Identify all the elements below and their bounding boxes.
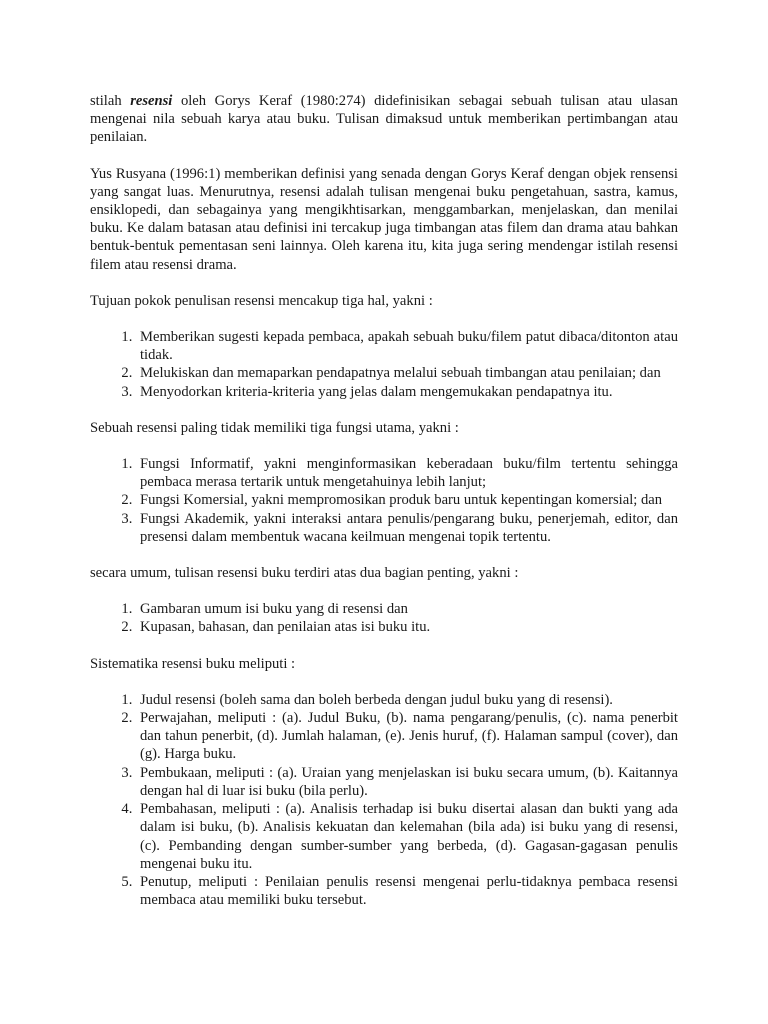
list-item: 3. Fungsi Akademik, yakni interaksi antara penulis/pengarang buku, penerjemah, editor, dan presensi dalam membentuk wacana keilmuan mengenai topik tertentu. (136, 510, 678, 546)
list-item: 1. Gambaran umum isi buku yang di resensi dan (136, 600, 678, 618)
list-item: 2. Perwajahan, meliputi : (a). Judul Buku, (b). nama pengarang/penulis, (c). nama penerbit dan tahun penerbit, (d). Jumlah halaman, (e). Jenis huruf, (f). Halaman sampul (cover), dan (g). Harga buku. (136, 709, 678, 764)
fungsi-heading: Sebuah resensi paling tidak memiliki tiga fungsi utama, yakni : (90, 419, 459, 436)
tujuan-list (90, 328, 678, 401)
intro-keyword: resensi (130, 93, 173, 109)
intro-rest: oleh Gorys Keraf (1980:274) didefinisikan sebagai sebuah tulisan atau ulasan mengenai nila sebuah karya atau buku. Tulisan dimaksud untuk memberikan pertimbangan atau penilaian. (90, 93, 678, 146)
document-page (90, 92, 678, 927)
fungsi-list (90, 455, 678, 546)
list-item: 2. Fungsi Komersial, yakni mempromosikan produk baru untuk kepentingan komersial; dan (136, 491, 678, 509)
list-item: 2. Kupasan, bahasan, dan penilaian atas isi buku itu. (136, 618, 678, 636)
list-item: 1. Memberikan sugesti kepada pembaca, apakah sebuah buku/filem patut dibaca/ditonton atau tidak. (136, 328, 678, 364)
list-item: 3. Pembukaan, meliputi : (a). Uraian yang menjelaskan isi buku secara umum, (b). Kaitannya dengan hal di luar isi buku (bila perlu). (136, 764, 678, 800)
list-item: 1. Judul resensi (boleh sama dan boleh berbeda dengan judul buku yang di resensi). (136, 691, 678, 709)
sistematika-heading: Sistematika resensi buku meliputi : (90, 655, 296, 672)
list-item: 4. Pembahasan, meliputi : (a). Analisis terhadap isi buku disertai alasan dan bukti yang ada dalam isi buku, (b). Analisis kekuatan dan kelemahan (bila ada) isi buku yang di resensi, (c). Pembanding dengan sumber-sumber yang berbeda, (d). Gagasan-gagasan penulis mengenai buku itu. (136, 800, 678, 873)
sistematika-list (90, 691, 678, 909)
definition-paragraph: Yus Rusyana (1996:1) memberikan definisi yang senada dengan Gorys Keraf dengan objek rensensi yang sangat luas. Menurutnya, resensi adalah tulisan mengenai buku pengetahuan, sastra, kamus, ensiklopedi, dan sebagainya yang mengikhtisarkan, menggambarkan, menjelaskan, dan menilai buku. Ke dalam batasan atau definisi ini tercakup juga timbangan atas filem dan drama atau bahkan bentuk-bentuk pementasan seni lainnya. Oleh karena itu, kita juga sering mendengar istilah resensi filem atau resensi drama. (90, 165, 678, 273)
list-item: 2. Melukiskan dan memaparkan pendapatnya melalui sebuah timbangan atau penilaian; dan (136, 364, 678, 382)
intro-paragraph (90, 92, 678, 147)
tujuan-heading: Tujuan pokok penulisan resensi mencakup tiga hal, yakni : (90, 292, 433, 309)
intro-prefix: stilah (90, 93, 131, 109)
list-item: 1. Fungsi Informatif, yakni menginformasikan keberadaan buku/film tertentu sehingga pembaca merasa tertarik untuk mengetahuinya lebih lanjut; (136, 455, 678, 491)
list-item: 5. Penutup, meliputi : Penilaian penulis resensi mengenai perlu-tidaknya pembaca resensi membaca atau memiliki buku tersebut. (136, 873, 678, 909)
bagian-heading: secara umum, tulisan resensi buku terdiri atas dua bagian penting, yakni : (90, 565, 519, 582)
bagian-list (90, 600, 678, 636)
list-item: 3. Menyodorkan kriteria-kriteria yang jelas dalam mengemukakan pendapatnya itu. (136, 383, 678, 401)
